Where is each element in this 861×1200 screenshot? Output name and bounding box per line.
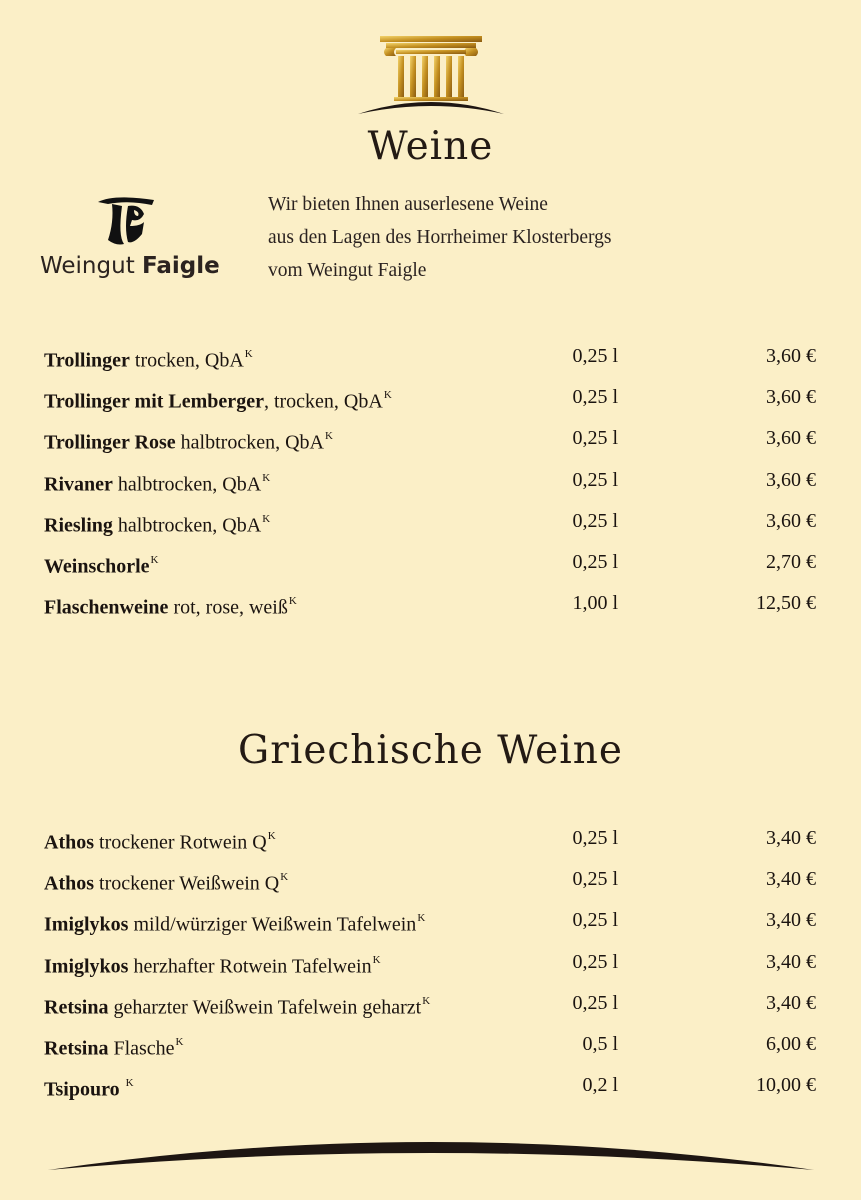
wine-price: 3,60 €	[766, 468, 816, 491]
wine-price: 3,60 €	[766, 345, 816, 367]
wine-name	[44, 1028, 184, 1065]
wine-volume: 0,5 l	[582, 1032, 618, 1055]
wine-volume: 0,25 l	[572, 427, 618, 450]
list-item	[44, 587, 816, 628]
list-item	[44, 381, 816, 422]
wine-name	[44, 987, 430, 1024]
list-item	[44, 422, 816, 463]
wine-name-bold: Flaschenweine	[44, 596, 169, 619]
wine-name-bold: Trollinger Rose	[44, 432, 176, 455]
wine-name	[44, 464, 270, 501]
list-item	[44, 1069, 816, 1110]
wine-desc: trockener Rotwein Q	[94, 831, 267, 854]
list-item	[44, 546, 816, 587]
wine-name-bold: Trollinger	[44, 349, 130, 372]
wine-name	[44, 1069, 134, 1106]
intro-text	[268, 188, 612, 287]
wine-name	[44, 505, 270, 542]
wine-volume: 0,2 l	[582, 1074, 618, 1097]
allergen-mark: K	[288, 595, 297, 608]
wine-name	[44, 422, 333, 459]
wine-price: 3,40 €	[766, 909, 816, 932]
wine-desc: halbtrocken, QbA	[175, 432, 324, 455]
wine-desc: , trocken, QbA	[263, 390, 383, 413]
wine-name	[44, 340, 253, 377]
allergen-mark: K	[175, 1035, 184, 1048]
wine-price: 3,60 €	[766, 427, 816, 450]
wine-volume: 0,25 l	[572, 386, 618, 409]
wine-price: 10,00 €	[756, 1074, 816, 1097]
allergen-mark: K	[417, 912, 426, 925]
intro-line: Wir bieten Ihnen auserlesene Weine	[268, 194, 548, 215]
wine-volume: 0,25 l	[572, 345, 618, 367]
page-title: Weine	[367, 124, 494, 169]
wine-name-bold: Tsipouro	[44, 1078, 120, 1101]
list-item	[44, 1028, 816, 1069]
wine-desc: rot, rose, weiß	[168, 596, 288, 619]
wine-price: 3,40 €	[766, 827, 816, 849]
list-item	[44, 863, 816, 904]
allergen-mark: K	[150, 553, 159, 566]
wine-volume: 0,25 l	[572, 868, 618, 891]
wine-price: 12,50 €	[756, 592, 816, 615]
wine-price: 2,70 €	[766, 550, 816, 573]
wine-name-bold: Riesling	[44, 514, 113, 537]
winery-logo	[38, 192, 220, 284]
list-item	[44, 464, 816, 505]
wine-desc: halbtrocken, QbA	[112, 514, 262, 537]
faigle-monogram-icon	[94, 192, 158, 250]
wine-name	[44, 381, 392, 418]
allergen-mark: K	[422, 994, 431, 1007]
wine-name-bold: Athos	[44, 831, 95, 854]
wine-price: 6,00 €	[766, 1032, 816, 1055]
allergen-mark: K	[262, 471, 271, 484]
wine-desc: herzhafter Rotwein Tafelwein	[128, 955, 372, 978]
allergen-mark: K	[267, 830, 276, 842]
wine-price: 3,40 €	[766, 950, 816, 973]
wine-name	[44, 822, 276, 859]
wine-name	[44, 587, 297, 624]
wine-volume: 0,25 l	[572, 991, 618, 1014]
wine-name	[44, 863, 288, 900]
wine-price: 3,60 €	[766, 509, 816, 532]
wine-name	[44, 546, 159, 583]
wine-volume: 0,25 l	[572, 909, 618, 932]
allergen-mark: K	[383, 389, 392, 402]
wine-name	[44, 946, 381, 983]
wine-volume: 0,25 l	[572, 950, 618, 973]
allergen-mark: K	[262, 512, 271, 525]
wine-name-bold: Retsina	[44, 996, 109, 1019]
wine-volume: 0,25 l	[572, 550, 618, 573]
list-item	[44, 987, 816, 1028]
wine-name-bold: Trollinger mit Lemberger	[44, 390, 264, 413]
wine-name	[44, 904, 425, 941]
wine-desc: trocken, QbA	[129, 349, 244, 372]
wine-price: 3,60 €	[766, 386, 816, 409]
wine-volume: 0,25 l	[572, 509, 618, 532]
allergen-mark: K	[125, 1077, 134, 1090]
wine-name-bold: Athos	[44, 872, 95, 895]
bottom-swoosh-icon	[48, 1128, 814, 1174]
wine-name-bold: Retsina	[44, 1037, 109, 1060]
wine-name-bold: Imiglykos	[44, 955, 129, 978]
wine-price: 3,40 €	[766, 991, 816, 1014]
wine-volume: 0,25 l	[572, 468, 618, 491]
list-item	[44, 505, 816, 546]
wine-name-bold: Imiglykos	[44, 914, 129, 937]
intro-line: aus den Lagen des Horrheimer Klosterbergs	[268, 227, 612, 248]
wine-name-bold: Weinschorle	[44, 555, 150, 578]
section-title: Griechische Weine	[238, 728, 623, 773]
list-item	[44, 946, 816, 987]
wine-price: 3,40 €	[766, 868, 816, 891]
wine-desc: mild/würziger Weißwein Tafelwein	[128, 914, 417, 937]
wine-desc: Flasche	[108, 1037, 175, 1060]
greek-wine-list	[44, 822, 816, 1110]
wine-name-bold: Rivaner	[44, 473, 113, 496]
wine-list	[44, 340, 816, 628]
wine-volume: 1,00 l	[572, 592, 618, 615]
allergen-mark: K	[324, 430, 333, 443]
winery-name-regular: Weingut	[40, 253, 143, 279]
allergen-mark: K	[244, 348, 253, 360]
allergen-mark: K	[280, 871, 289, 884]
winery-name	[40, 253, 220, 279]
wine-volume: 0,25 l	[572, 827, 618, 849]
wine-desc	[120, 1079, 125, 1101]
wine-desc: trockener Weißwein Q	[94, 872, 280, 895]
winery-name-bold: Faigle	[142, 253, 220, 279]
list-item	[44, 904, 816, 945]
wine-desc: geharzter Weißwein Tafelwein geharzt	[108, 996, 422, 1019]
allergen-mark: K	[372, 953, 381, 966]
list-item	[44, 340, 816, 381]
list-item	[44, 822, 816, 863]
intro-line: vom Weingut Faigle	[268, 260, 427, 281]
wine-desc: halbtrocken, QbA	[112, 473, 262, 496]
pillar-logo-icon	[356, 34, 506, 118]
